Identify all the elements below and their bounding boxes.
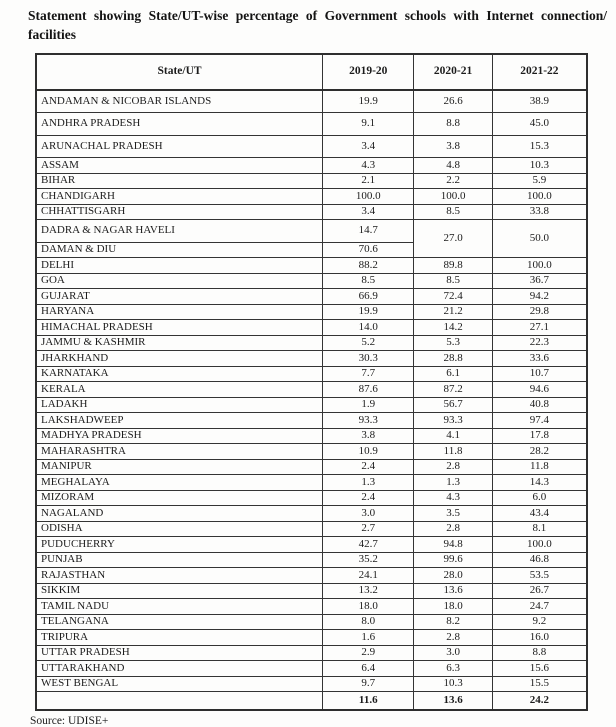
state-cell: UTTAR PRADESH [36,645,323,661]
table-row [36,113,587,136]
value-cell: 8.0 [323,614,414,630]
value-cell: 15.6 [492,661,587,677]
table-row [36,173,587,189]
state-cell: ASSAM [36,158,323,174]
value-cell: 27.1 [492,320,587,336]
value-cell: 26.6 [414,90,492,113]
value-cell: 94.8 [414,537,492,553]
state-cell: BIHAR [36,173,323,189]
value-cell: 6.3 [414,661,492,677]
value-cell: 14.2 [414,320,492,336]
table-row [36,158,587,174]
value-cell: 1.3 [323,475,414,491]
value-cell: 100.0 [492,258,587,274]
value-cell: 19.9 [323,304,414,320]
value-cell: 33.8 [492,204,587,220]
table-row [36,459,587,475]
table-row [36,320,587,336]
value-cell: 66.9 [323,289,414,305]
table-row [36,661,587,677]
value-cell: 4.3 [414,490,492,506]
value-cell: 22.3 [492,335,587,351]
value-cell: 46.8 [492,552,587,568]
value-cell: 45.0 [492,113,587,136]
value-cell: 17.8 [492,428,587,444]
value-cell: 2.4 [323,490,414,506]
table-row [36,490,587,506]
value-cell: 4.3 [323,158,414,174]
state-cell: RAJASTHAN [36,568,323,584]
state-cell: TRIPURA [36,630,323,646]
value-cell: 13.6 [414,583,492,599]
table-row [36,135,587,158]
value-cell: 24.7 [492,599,587,615]
table-row [36,273,587,289]
table-row [36,351,587,367]
value-cell: 3.0 [323,506,414,522]
value-cell: 28.8 [414,351,492,367]
value-cell: 11.8 [414,444,492,460]
value-cell: 5.3 [414,335,492,351]
value-cell: 14.0 [323,320,414,336]
table-row [36,366,587,382]
value-cell: 6.0 [492,490,587,506]
value-cell: 97.4 [492,413,587,429]
value-cell: 100.0 [323,189,414,205]
value-cell: 2.4 [323,459,414,475]
table-row [36,220,587,243]
value-cell: 28.2 [492,444,587,460]
table-row [36,475,587,491]
value-cell: 8.5 [414,273,492,289]
value-cell: 94.2 [492,289,587,305]
value-cell: 94.6 [492,382,587,398]
state-cell: TELANGANA [36,614,323,630]
value-cell: 100.0 [414,189,492,205]
value-cell: 26.7 [492,583,587,599]
value-cell: 6.1 [414,366,492,382]
state-cell: DAMAN & DIU [36,242,323,258]
value-cell: 5.9 [492,173,587,189]
value-cell: 2.9 [323,645,414,661]
value-cell: 1.9 [323,397,414,413]
value-cell: 5.2 [323,335,414,351]
table-row [36,645,587,661]
table-row [36,382,587,398]
value-cell: 6.4 [323,661,414,677]
table-row [36,552,587,568]
state-cell: KARNATAKA [36,366,323,382]
table-row [36,614,587,630]
state-cell: UTTARAKHAND [36,661,323,677]
table-row [36,189,587,205]
value-cell: 19.9 [323,90,414,113]
value-cell: 3.0 [414,645,492,661]
state-cell: MANIPUR [36,459,323,475]
total-label-cell [36,692,323,710]
value-cell: 8.2 [414,614,492,630]
value-cell: 8.5 [414,204,492,220]
state-cell: DELHI [36,258,323,274]
table-row [36,413,587,429]
value-cell: 42.7 [323,537,414,553]
state-cell: GOA [36,273,323,289]
value-cell: 72.4 [414,289,492,305]
value-cell: 38.9 [492,90,587,113]
state-cell: TAMIL NADU [36,599,323,615]
state-cell: PUDUCHERRY [36,537,323,553]
value-cell: 50.0 [492,220,587,258]
value-cell: 100.0 [492,189,587,205]
value-cell: 56.7 [414,397,492,413]
value-cell: 93.3 [323,413,414,429]
state-cell: JHARKHAND [36,351,323,367]
value-cell: 8.5 [323,273,414,289]
table-row [36,397,587,413]
document-title [28,6,607,44]
value-cell: 53.5 [492,568,587,584]
table-header [36,54,587,90]
value-cell: 11.8 [492,459,587,475]
value-cell: 3.5 [414,506,492,522]
table-row [36,676,587,692]
state-cell: WEST BENGAL [36,676,323,692]
value-cell: 70.6 [323,242,414,258]
state-cell: MEGHALAYA [36,475,323,491]
state-cell: GUJARAT [36,289,323,305]
value-cell: 9.1 [323,113,414,136]
value-cell: 40.8 [492,397,587,413]
value-cell: 15.3 [492,135,587,158]
state-cell: JAMMU & KASHMIR [36,335,323,351]
value-cell: 3.8 [323,428,414,444]
value-cell: 30.3 [323,351,414,367]
table-row [36,444,587,460]
value-cell: 2.1 [323,173,414,189]
value-cell: 43.4 [492,506,587,522]
state-cell: KERALA [36,382,323,398]
table-row [36,289,587,305]
value-cell: 14.3 [492,475,587,491]
value-cell: 3.4 [323,135,414,158]
value-cell: 100.0 [492,537,587,553]
state-cell: DADRA & NAGAR HAVELI [36,220,323,243]
table-row [36,428,587,444]
value-cell: 2.2 [414,173,492,189]
value-cell: 24.1 [323,568,414,584]
table-header-row [36,54,587,90]
value-cell: 8.8 [492,645,587,661]
total-row [36,692,587,710]
value-cell: 10.7 [492,366,587,382]
value-cell: 16.0 [492,630,587,646]
value-cell: 87.6 [323,382,414,398]
value-cell: 13.2 [323,583,414,599]
column-header-year: 2020-21 [414,54,492,90]
value-cell: 8.1 [492,521,587,537]
value-cell: 29.8 [492,304,587,320]
state-cell: HARYANA [36,304,323,320]
value-cell: 10.9 [323,444,414,460]
value-cell: 3.8 [414,135,492,158]
value-cell: 2.8 [414,630,492,646]
column-header-state: State/UT [36,54,323,90]
table-row [36,335,587,351]
state-cell: NAGALAND [36,506,323,522]
value-cell: 87.2 [414,382,492,398]
value-cell: 9.7 [323,676,414,692]
value-cell: 36.7 [492,273,587,289]
title-line-1: Statement showing State/UT-wise percentage of Government schools with Internet connection/ [28,8,607,23]
table-row [36,630,587,646]
value-cell: 27.0 [414,220,492,258]
value-cell: 18.0 [323,599,414,615]
value-cell: 2.7 [323,521,414,537]
value-cell: 93.3 [414,413,492,429]
table-row [36,537,587,553]
value-cell: 3.4 [323,204,414,220]
value-cell: 4.1 [414,428,492,444]
value-cell: 21.2 [414,304,492,320]
table-row [36,599,587,615]
value-cell: 2.8 [414,521,492,537]
state-cell: MIZORAM [36,490,323,506]
table-row [36,90,587,113]
value-cell: 18.0 [414,599,492,615]
state-cell: ARUNACHAL PRADESH [36,135,323,158]
value-cell: 9.2 [492,614,587,630]
state-cell: CHANDIGARH [36,189,323,205]
table-body [36,90,587,710]
value-cell: 35.2 [323,552,414,568]
value-cell: 15.5 [492,676,587,692]
state-cell: LAKSHADWEEP [36,413,323,429]
table-row [36,568,587,584]
state-cell: SIKKIM [36,583,323,599]
value-cell: 88.2 [323,258,414,274]
value-cell: 7.7 [323,366,414,382]
value-cell: 33.6 [492,351,587,367]
source-note: Source: UDISE+ [30,714,109,727]
value-cell: 89.8 [414,258,492,274]
value-cell: 1.6 [323,630,414,646]
column-header-year: 2019-20 [323,54,414,90]
state-cell: ODISHA [36,521,323,537]
state-cell: PUNJAB [36,552,323,568]
state-cell: MAHARASHTRA [36,444,323,460]
value-cell: 99.6 [414,552,492,568]
state-cell: ANDHRA PRADESH [36,113,323,136]
table-row [36,204,587,220]
table-row [36,258,587,274]
value-cell: 28.0 [414,568,492,584]
value-cell: 10.3 [414,676,492,692]
total-value-cell: 11.6 [323,692,414,710]
table-row [36,304,587,320]
table-row [36,506,587,522]
value-cell: 8.8 [414,113,492,136]
total-value-cell: 24.2 [492,692,587,710]
internet-facilities-table [35,53,588,711]
state-cell: HIMACHAL PRADESH [36,320,323,336]
value-cell: 4.8 [414,158,492,174]
table-row [36,583,587,599]
state-cell: CHHATTISGARH [36,204,323,220]
value-cell: 10.3 [492,158,587,174]
value-cell: 2.8 [414,459,492,475]
value-cell: 1.3 [414,475,492,491]
state-cell: ANDAMAN & NICOBAR ISLANDS [36,90,323,113]
column-header-year: 2021-22 [492,54,587,90]
table-row [36,521,587,537]
total-value-cell: 13.6 [414,692,492,710]
state-cell: MADHYA PRADESH [36,428,323,444]
value-cell: 14.7 [323,220,414,243]
state-cell: LADAKH [36,397,323,413]
title-line-2: facilities [28,27,76,42]
